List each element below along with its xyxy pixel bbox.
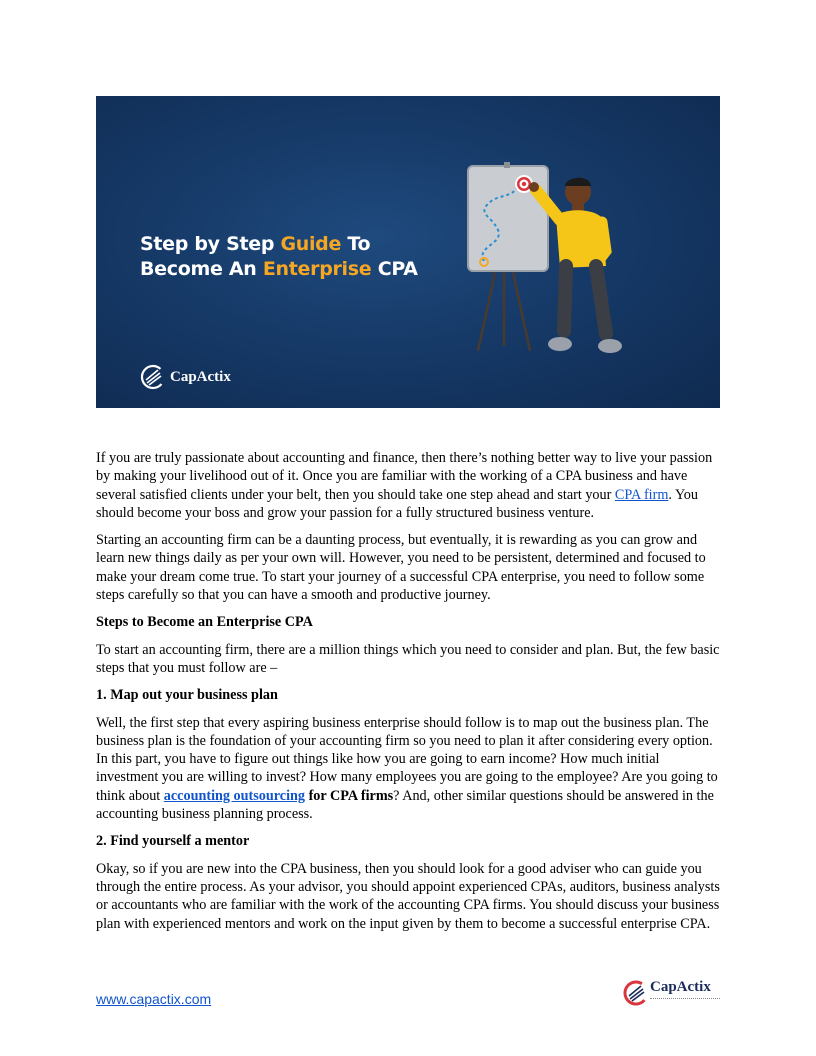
banner-logo: [140, 364, 231, 390]
cpa-firm-link[interactable]: CPA firm: [614, 486, 669, 503]
presenter-illustration: [456, 156, 716, 386]
banner-title: Step by Step Guide To Become An Enterprise CPA: [140, 233, 418, 280]
hero-banner: [96, 96, 720, 408]
footer-logo-text: CapActix: [650, 979, 711, 995]
heading-step-1: 1. Map out your business plan: [96, 687, 278, 704]
banner-logo-text: CapActix: [170, 368, 231, 385]
paragraph-starting: Starting an accounting firm can be a daunting process, but eventually, it is rewarding as you can grow and learn new things daily as per your own will. However, you need to be persistent, determined and focused to make your dream come true. To start your journey of a successful CPA enterprise, you need to follow some steps carefully so that you can have a smooth and productive journey.: [96, 532, 706, 604]
paragraph-step-1: Well, the first step that every aspiring business enterprise should follow is to map out the business plan. The business plan is the foundation of your accounting firm so you need to plan it after considering every option. In this part, you have to figure out things like how you are going to earn income? How much initial investment you are willing to invest? How many employees you are going to the employee? Are you going to think about accounting outsourcing for CPA firms? And, other similar questions should be answered in the accounting business planning process.: [96, 714, 718, 823]
heading-step-2: 2. Find yourself a mentor: [96, 833, 250, 850]
paragraph-intro: If you are truly passionate about accounting and finance, then there’s nothing better way to live your passion by making your livelihood out of it. Once you are familiar with the working of a CPA business and have several satisfied clients under your belt, then you should take one step ahead and start your CPA firm. You should become your boss and grow your passion for a fully structured business venture.: [96, 450, 713, 521]
heading-steps: Steps to Become an Enterprise CPA: [96, 614, 313, 631]
footer-website-link[interactable]: www.capactix.com: [96, 991, 212, 1007]
footer-logo: [622, 978, 722, 1010]
paragraph-step-2: Okay, so if you are new into the CPA business, then you should look for a good adviser who can guide you through the entire process. As your advisor, you should appoint experienced CPAs, auditors, business analysts or accountants who are familiar with the work of the accounting CPA firms. You should discuss your business plan with experienced mentors and work on the input given by them to become a successful enterprise CPA.: [96, 860, 720, 932]
footer-logo-tagline: [650, 998, 720, 1002]
article-body: [96, 449, 720, 942]
capactix-footer-logo-icon: [622, 978, 650, 1008]
paragraph-steps-intro: To start an accounting firm, there are a million things which you need to consider and plan. But, the few basic steps that you must follow are –: [96, 641, 720, 676]
accounting-outsourcing-link[interactable]: accounting outsourcing: [163, 787, 306, 804]
capactix-logo-icon: [140, 364, 166, 390]
